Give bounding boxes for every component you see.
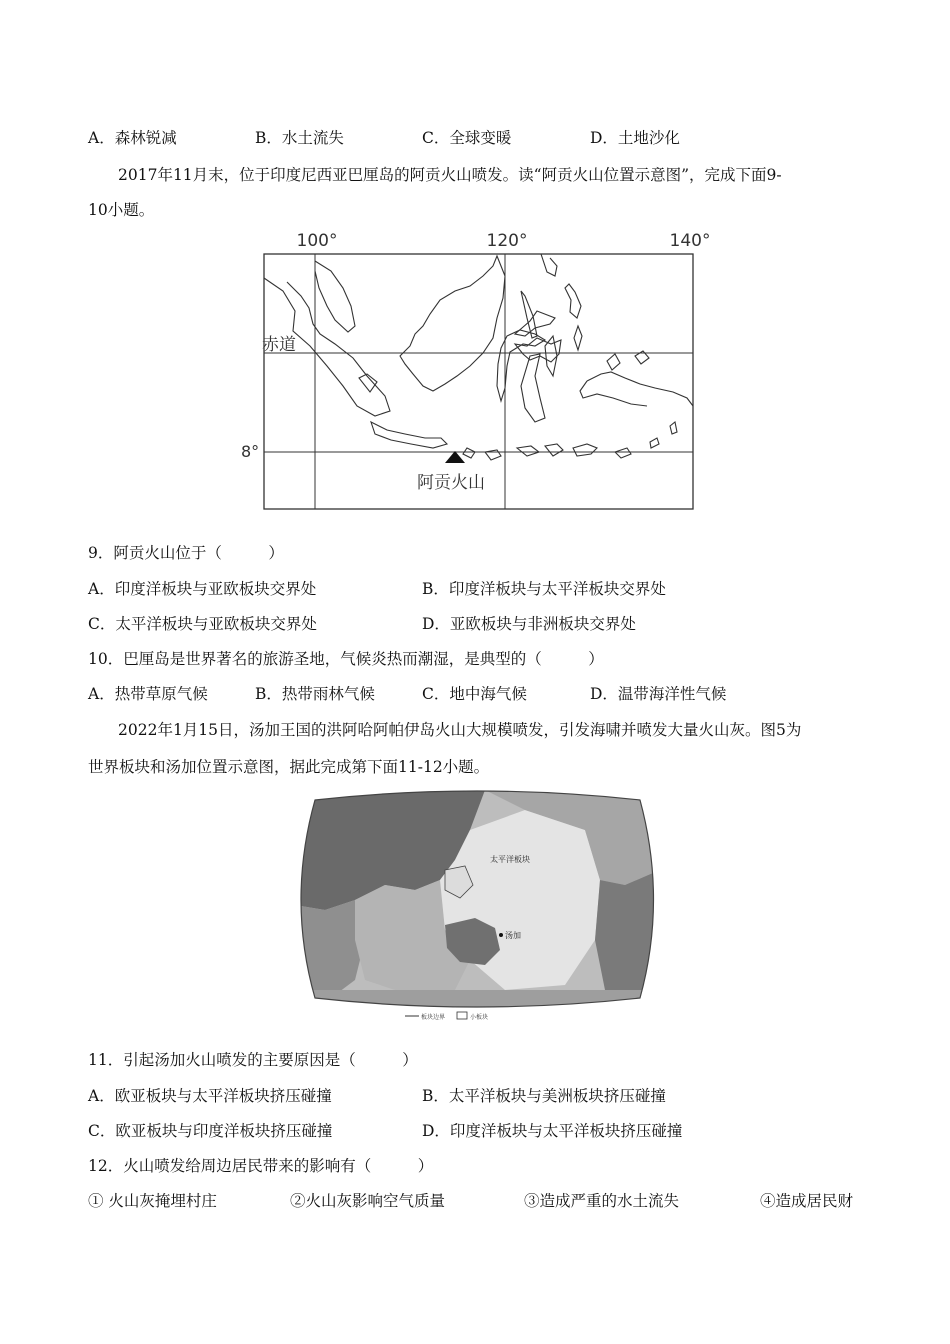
q10-option-d: D．温带海洋性气候	[590, 685, 727, 703]
legend-boundary-label: 板块边界	[421, 1014, 446, 1021]
tonga-marker	[499, 933, 503, 937]
intro-agung-line2: 10小题。	[88, 201, 155, 219]
pacific-plate-label: 太平洋板块	[490, 855, 530, 864]
lon-label-100: 100°	[296, 231, 338, 251]
tonga-label: 汤加	[505, 931, 521, 940]
q8-option-c: C．全球变暖	[422, 129, 512, 147]
q10-option-c: C．地中海气候	[422, 685, 527, 703]
q10-option-b: B．热带雨林气候	[255, 685, 375, 703]
q11-option-a: A．欧亚板块与太平洋板块挤压碰撞	[88, 1087, 332, 1105]
q11-stem: 11．引起汤加火山喷发的主要原因是（ ）	[88, 1051, 418, 1069]
q11-option-d: D．印度洋板块与太平洋板块挤压碰撞	[422, 1122, 683, 1140]
intro-tonga-line1: 2022年1月15日，汤加王国的洪阿哈阿帕伊岛火山大规模喷发，引发海啸并喷发大量火山灰。图5为	[118, 721, 802, 739]
agung-volcano-marker	[445, 451, 465, 463]
equator-label: 赤道	[262, 335, 296, 355]
q12-item-4: ④造成居民财	[760, 1192, 854, 1210]
q9-stem: 9．阿贡火山位于（ ）	[88, 544, 284, 562]
q9-option-a: A．印度洋板块与亚欧板块交界处	[88, 580, 317, 598]
q8-option-d: D．土地沙化	[590, 129, 680, 147]
intro-tonga-line2: 世界板块和汤加位置示意图，据此完成第下面11-12小题。	[88, 758, 490, 776]
map-frame	[264, 254, 693, 509]
intro-agung-line1: 2017年11月末，位于印度尼西亚巴厘岛的阿贡火山喷发。读“阿贡火山位置示意图”，完成下面9-	[118, 166, 782, 184]
q10-stem: 10．巴厘岛是世界著名的旅游圣地，气候炎热而潮湿，是典型的（ ）	[88, 650, 604, 668]
lon-label-140: 140°	[669, 231, 711, 251]
coastlines	[264, 254, 693, 460]
q9-option-d: D．亚欧板块与非洲板块交界处	[422, 615, 636, 633]
q12-item-2: ②火山灰影响空气质量	[290, 1192, 446, 1210]
q8-option-a: A．森林锐减	[88, 129, 177, 147]
lat-8-label: 8°	[241, 442, 260, 461]
south-american-plate-area	[595, 870, 660, 990]
q12-item-3: ③造成严重的水土流失	[524, 1192, 680, 1210]
q9-option-b: B．印度洋板块与太平洋板块交界处	[422, 580, 666, 598]
volcano-label: 阿贡火山	[417, 473, 485, 493]
agung-location-map	[235, 226, 715, 516]
legend-sub-label: 小板块	[470, 1014, 489, 1021]
q12-item-1: ① 火山灰掩埋村庄	[88, 1192, 217, 1210]
lon-label-120: 120°	[486, 231, 528, 251]
q11-option-c: C．欧亚板块与印度洋板块挤压碰撞	[88, 1122, 333, 1140]
q9-option-c: C．太平洋板块与亚欧板块交界处	[88, 615, 317, 633]
q8-option-b: B．水土流失	[255, 129, 344, 147]
q12-stem: 12．火山喷发给周边居民带来的影响有（ ）	[88, 1157, 434, 1175]
legend-sub-swatch	[457, 1012, 467, 1019]
q10-option-a: A．热带草原气候	[88, 685, 208, 703]
q11-option-b: B．太平洋板块与美洲板块挤压碰撞	[422, 1087, 666, 1105]
world-plates-map	[295, 790, 660, 1022]
